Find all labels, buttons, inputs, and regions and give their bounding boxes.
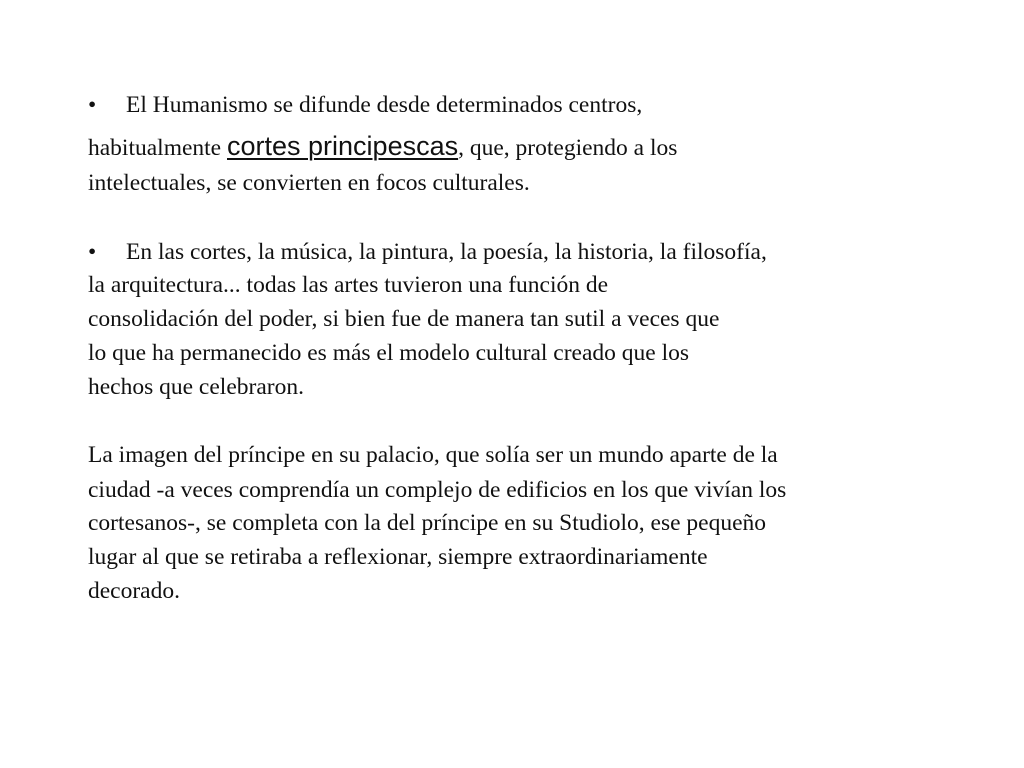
paragraph-3-line-5 [88, 576, 180, 606]
paragraph-1-text-1: El Humanismo se difunde desde determinados centros, [126, 92, 643, 118]
paragraph-2-text-4: lo que ha permanecido es más el modelo cultural creado que los [88, 340, 689, 366]
paragraph-3-line-1 [88, 440, 778, 470]
paragraph-1-text-3: intelectuales, se convierten en focos culturales. [88, 170, 530, 196]
paragraph-2-text-3: consolidación del poder, si bien fue de manera tan sutil a veces que [88, 306, 720, 332]
paragraph-1-text-2b: , que, protegiendo a los [458, 135, 678, 161]
paragraph-1-line-3 [88, 168, 530, 198]
paragraph-2-line-3 [88, 304, 719, 334]
bullet-1: • [88, 92, 97, 118]
paragraph-3-line-3 [88, 508, 766, 538]
paragraph-1-line-2 [88, 131, 677, 161]
paragraph-3-line-4 [88, 542, 708, 572]
paragraph-2-line-5 [88, 372, 304, 402]
bullet-2: • [88, 239, 97, 265]
paragraph-3-line-2 [88, 475, 786, 505]
paragraph-2-text-2: la arquitectura... todas las artes tuvieron una función de [88, 272, 609, 298]
paragraph-2-line-4 [88, 338, 689, 368]
paragraph-3-text-2: ciudad -a veces comprendía un complejo de edificios en los que vivían los [88, 477, 787, 503]
paragraph-3-text-3: cortesanos-, se completa con la del príncipe en su Studiolo, ese pequeño [88, 510, 767, 536]
paragraph-1-line-1 [88, 90, 642, 120]
paragraph-2-line-2 [88, 270, 608, 300]
paragraph-3-text-4: lugar al que se retiraba a reflexionar, siempre extraordinariamente [88, 544, 708, 570]
paragraph-1-text-2a: habitualmente [88, 135, 227, 161]
paragraph-2-line-1 [88, 237, 767, 267]
paragraph-2-text-5: hechos que celebraron. [88, 374, 304, 400]
paragraph-2-text-1: En las cortes, la música, la pintura, la poesía, la historia, la filosofía, [126, 239, 767, 265]
paragraph-3-text-1: La imagen del príncipe en su palacio, que solía ser un mundo aparte de la [88, 442, 778, 468]
paragraph-3-text-5: decorado. [88, 578, 180, 604]
cortes-principescas-emphasis: cortes principescas [227, 131, 459, 161]
